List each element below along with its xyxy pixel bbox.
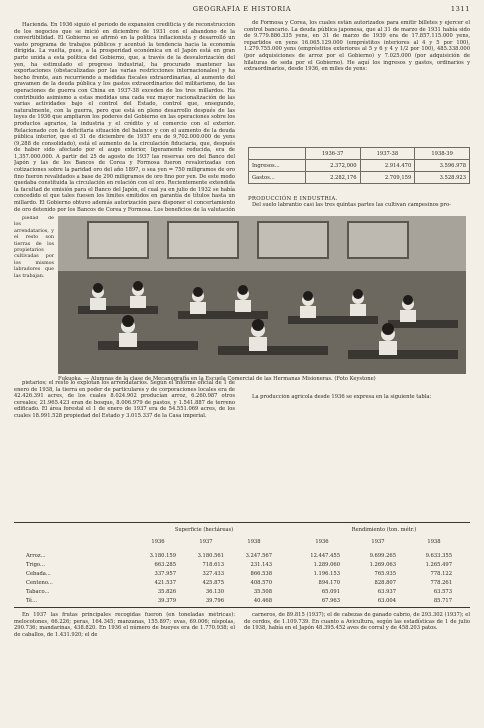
photo-caption: Fukuoka. — Alumnas de la clase de Mecanografía en la Escuela Comercial de las Hermanas Misioneras. (Foto Keystone) xyxy=(58,376,376,382)
ag-year: 1937 xyxy=(199,539,213,545)
ie-row-label: Ingresos... xyxy=(249,160,306,172)
ag-year: 1937 xyxy=(371,539,385,545)
production-paragraph: Del suelo labrantío casi las tres quintas partes las cultivan campesinos pro- xyxy=(252,202,451,208)
agriculture-table xyxy=(14,522,470,608)
ag-cell: 36.130 xyxy=(205,589,224,595)
left-column-text xyxy=(14,22,235,212)
ag-cell: 718.613 xyxy=(202,562,224,568)
left-column-text-2 xyxy=(14,380,235,518)
ie-corner xyxy=(249,148,306,160)
production-lead: PRODUCCIÓN E INDUSTRIA. xyxy=(248,196,338,202)
ie-row-label: Gastos... xyxy=(249,172,306,184)
ie-year-header: 1938-39 xyxy=(415,148,470,160)
ag-cell: 1.196.153 xyxy=(313,571,340,577)
livestock-paragraph: carneros, de 89.815 (1937); el de cabezas de ganado cabrío, de 293.302 (1937); el de cerdos, de 1.109.739. En cuanto a Avicultura, según las estadísticas de 1 de julio de 1938, había en el Japón 48.395.452 aves de corral y de 458.203 patos. xyxy=(244,612,470,632)
ag-cell: 9.699.265 xyxy=(369,553,396,559)
right-column-text-2 xyxy=(244,394,470,516)
ag-year: 1936 xyxy=(151,539,165,545)
typing-class-photo xyxy=(58,216,466,374)
right-column-text xyxy=(244,20,470,142)
ag-cell: 85.717 xyxy=(433,598,452,604)
ag-cell: 35.826 xyxy=(157,589,176,595)
ag-cell: 765.935 xyxy=(374,571,396,577)
ag-cell: 1.265.497 xyxy=(425,562,452,568)
fruits-paragraph: En 1937 las frutas principales recogidas fueron (en toneladas métricas): melocotones, 66.226; peras, 164.345; manzanas, 155.897; uvas, 69.006; níspolas, 290.736; mandarinas, 438.820. En 1936 el número de bueyes era de 1.770.938; el de caballos, de 1.431.920; el de xyxy=(14,612,235,638)
page-header xyxy=(14,5,470,17)
ie-row-gastos xyxy=(249,172,470,184)
ag-cell: 40.468 xyxy=(253,598,272,604)
ag-cell: 663.285 xyxy=(154,562,176,568)
ag-year: 1936 xyxy=(315,539,329,545)
ag-cell: 408.570 xyxy=(250,580,272,586)
ag-cell: 778.122 xyxy=(430,571,452,577)
ie-row-ingresos xyxy=(249,160,470,172)
ag-cell: 231.143 xyxy=(250,562,272,568)
ag-cell: 39.796 xyxy=(205,598,224,604)
ag-cell: 327.433 xyxy=(202,571,224,577)
ag-cell: 828.807 xyxy=(374,580,396,586)
ag-cell: 421.537 xyxy=(154,580,176,586)
deuda-paragraph: de Formosa y Corea, los cuales están autorizados para emitir billetes y ejercer el control bancario. La deuda pública japonesa, que al 31 de marzo de 1931 había sido de 9.779.886.335 yens, en 31 de marzo de 1939 era de 17.857.115.000 yens, repartidos en yens 16.065.129.000 (empréstitos interiores al 4 y 5 por 100), 1.279.755.000 yens (empréstitos exteriores al 5 y 6 y 4 y 1/2 por 100), 485.338.000 (por adquisiciones de arroz por el Gobierno) y 7.025.000 (por adquisición de hilaturas de seda por el Gobierno). He aquí los ingresos y gastos, ordinarios y extraordinarios, desde 1936, en miles de yens: xyxy=(244,20,470,73)
ag-crop-label: Té... xyxy=(26,598,38,604)
bottom-left-text xyxy=(14,612,235,692)
hacienda-paragraph: Hacienda. En 1936 siguió el período de expansión crediticia y de reconstrucción de los negocios que se inició en diciembre de 1931 con el abandono de la convertibilidad. El Gobierno se afirmó en la política inflacionista y desarrolló un vasto programa de trabajos públicos y acentuó la tendencia hacia la economía dirigida. La vuelta, pues, a la prosperidad económica en el Japón está en gran parte unida a esta política del Gobierno, que, a través de la desvalorización del yen, ha estimulado el progreso industrial, ha procurado mantener las exportaciones (obstaculizadas por las varias restricciones internacionales) y ha hecho frente, aun recurriendo a medidas fiscales extraordinarias, al aumento del gravamen de la deuda pública y los gastos extraordinarios del militarismo, de las operaciones de guerra con China en 1937-38 exceden de los tres millardos. Ha contribuido asimismo a estas medidas una cada vez mayor racionalización de las varias actividades bajo el control del Estado, control que, ensegundo, naturalmente, con la guerra, pero que está en pleno desarrollo después de las leyes de 1936 que ampliaron los poderes del Gobierno en las operaciones sobre los productos agrarios, la industria y el crédito y el comercio con el exterior. Relacionado con la deficitaria situación del balance y con el aumento de la deuda pública interior, que el 31 de diciembre de 1937 era de 9,702.000.000 de yens (9,288 de consolidado), está el aumento de la circulación fiduciaria, que, después de haber sido afectado por el auge exterior, ligeramente reducida, era de 1,357.000.000. A partir del 25 de agosto de 1937 las reservas oro del Banco del Japón y las de los Bancos de Corea y Formosa fueron revalorizadas con cotizaciones sobre la paridad oro del año 1897, o sea yen = 750 miligramos de oro fino fueron revalidados a base de 290 miligramos de oro fino por yen. De este modo quedaba constituida la circulación en relación con el oro. Recientemente extendida la facultad de emisión para el Banco del Japón, el cual ya en julio de 1932 se había concedido el que tales fuesen los límites emitidos en garantía de títulos hasta un millardo. El Gobierno obtuvo además autorización para disponer el concertamiento de oro detenido por los Bancos de Corea y Formosa. Los beneficios de la valutación xyxy=(14,22,235,212)
ag-cell: 337.957 xyxy=(154,571,176,577)
ag-cell: 35.508 xyxy=(253,589,272,595)
bottom-right-text xyxy=(244,612,470,692)
ag-cell: 1.269.063 xyxy=(369,562,396,568)
left-narrow-column xyxy=(14,216,54,380)
ag-crop-label: Trigo... xyxy=(26,562,45,568)
ie-year-header: 1937-38 xyxy=(360,148,415,160)
production-text xyxy=(244,202,470,216)
ag-cell: 1.289.060 xyxy=(313,562,340,568)
ie-cell: 3.528.923 xyxy=(415,172,470,184)
ag-cell: 3.247.567 xyxy=(245,553,272,559)
ag-cell: 894.170 xyxy=(318,580,340,586)
ag-crop-label: Cebada... xyxy=(26,571,51,577)
ag-year: 1938 xyxy=(247,539,261,545)
ag-crop-label: Centeno... xyxy=(26,580,53,586)
ag-group-area: Superficie (hectáreas) xyxy=(174,527,234,533)
ie-cell: 3.596.978 xyxy=(415,160,470,172)
ag-crop-label: Arroz... xyxy=(26,553,46,559)
ag-cell: 9.633.355 xyxy=(425,553,452,559)
running-title: GEOGRAFÍA E HISTORIA xyxy=(192,5,292,13)
ag-crop-label: Tabaco... xyxy=(26,589,50,595)
narrow-paragraph: piedad de los arrendatarios, y el resto son tierras de los propietarios cultivadas por los mismos labradores que las trabajan. xyxy=(14,216,54,279)
ag-cell: 866.538 xyxy=(250,571,272,577)
ag-group-yield: Rendimiento (ton. métr.) xyxy=(351,527,417,533)
ie-cell: 2.372,000 xyxy=(305,160,360,172)
ag-year: 1938 xyxy=(427,539,441,545)
ag-cell: 3.180.561 xyxy=(197,553,224,559)
ie-cell: 2.282,176 xyxy=(305,172,360,184)
ie-cell: 2.709,159 xyxy=(360,172,415,184)
income-expense-table xyxy=(248,147,470,184)
ag-cell: 63.573 xyxy=(433,589,452,595)
ag-cell: 425.875 xyxy=(202,580,224,586)
ag-cell: 63.004 xyxy=(377,598,396,604)
ag-cell: 12.447.455 xyxy=(310,553,340,559)
ag-cell: 63.937 xyxy=(377,589,396,595)
ag-cell: 778.261 xyxy=(430,580,452,586)
ag-cell: 3.180.159 xyxy=(149,553,176,559)
page-number: 1311 xyxy=(450,5,470,13)
agri-intro-paragraph: La producción agrícola desde 1936 se expresa en la siguiente tabla: xyxy=(252,394,432,400)
ag-cell: 39.379 xyxy=(157,598,176,604)
ie-year-header: 1936-37 xyxy=(305,148,360,160)
land-use-paragraph: pietarios; el resto lo explotan los arrendatarios. Según el informe oficial de 1 de enero de 1938, la tierra en poder de particulares y de corporaciones locales era de 42.426.391 acres, de los cuales 8.024.902 producían arroz, 6.260.987 otros cereales; 21.965.423 eran de bosque, 8.006.979 de pastos, y 1.541.887 de terreno edificado. El área forestal el 1 de enero de 1937 era de 54.551.069 acres, de los cuales 18.991.528 propiedad del Estado y 3.015.337 de la Casa imperial. xyxy=(14,380,235,419)
ag-cell: 65.091 xyxy=(321,589,340,595)
ie-cell: 2.914.470 xyxy=(360,160,415,172)
ag-cell: 67.963 xyxy=(321,598,340,604)
